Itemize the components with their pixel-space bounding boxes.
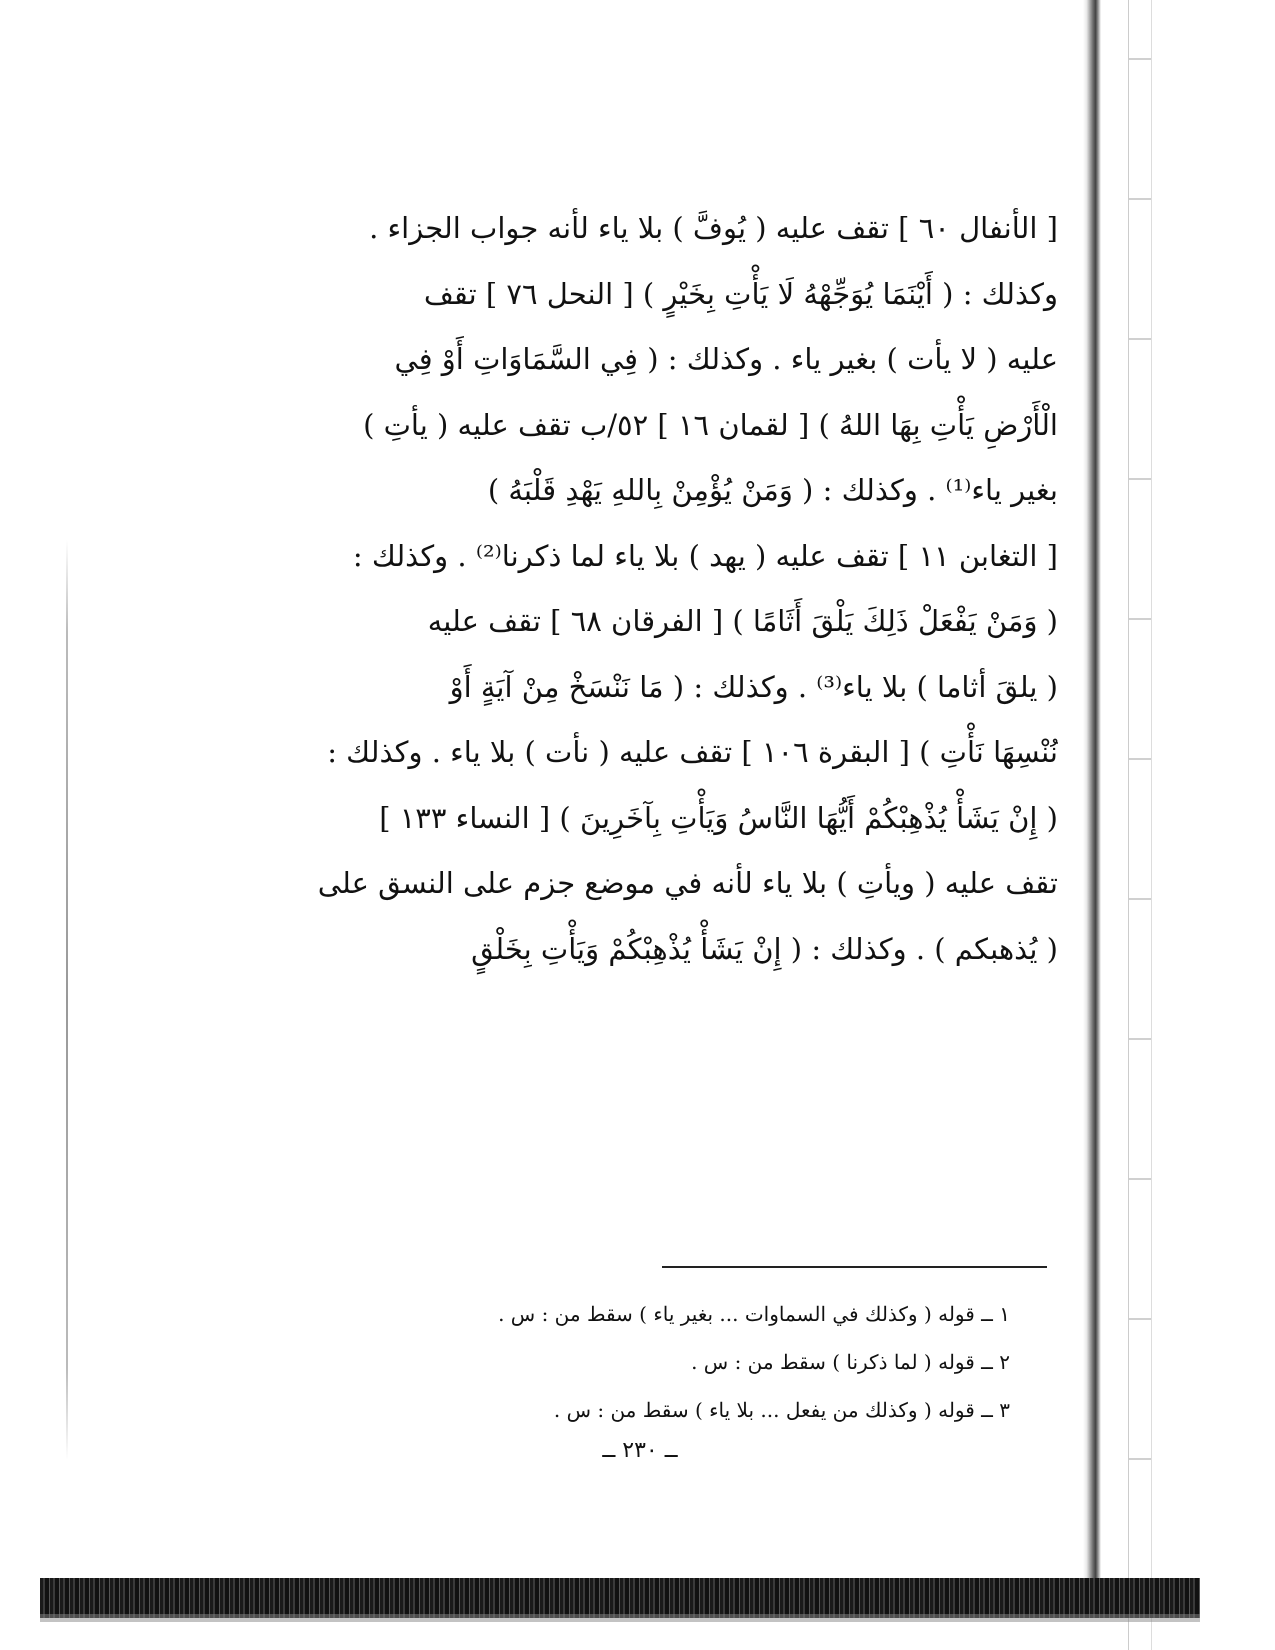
footnote-1: ١ ــ قوله ( وكذلك في السماوات ... بغير ياء ) سقط من : س . bbox=[498, 1302, 1010, 1326]
binding-shadow bbox=[1083, 0, 1101, 1580]
text-line: ( يُذهبكم ) . وكذلك : ( إِنْ يَشَأْ يُذْهِبْكُمْ وَيَأْتِ بِخَلْقٍ bbox=[471, 931, 1058, 966]
text-line: [ التغابن ١١ ] تقف عليه ( يهد ) بلا ياء لما ذكرنا⁽²⁾ . وكذلك : bbox=[352, 538, 1058, 573]
text-line: تقف عليه ( ويأتِ ) بلا ياء لأنه في موضع جزم على النسق على bbox=[317, 866, 1058, 900]
text-line: ( إِنْ يَشَأْ يُذْهِبْكُمْ أَيُّهَا النَّاسُ وَيَأْتِ بِآخَرِينَ ) [ النساء ١٣٣ ] bbox=[379, 800, 1058, 835]
text-line: بغير ياء⁽¹⁾ . وكذلك : ( وَمَنْ يُؤْمِنْ بِاللهِ يَهْدِ قَلْبَهُ ) bbox=[487, 473, 1058, 507]
body-text bbox=[258, 196, 1058, 982]
page-number: ــ ٢٣٠ ــ bbox=[602, 1438, 678, 1463]
footnote-2: ٢ ــ قوله ( لما ذكرنا ) سقط من : س . bbox=[691, 1350, 1010, 1374]
footnote-3: ٣ ــ قوله ( وكذلك من يفعل ... بلا ياء ) سقط من : س . bbox=[553, 1398, 1010, 1422]
page-edge-strip bbox=[1128, 0, 1152, 1650]
text-line: ( يلقَ أثاما ) بلا ياء⁽³⁾ . وكذلك : ( مَا نَنْسَخْ مِنْ آيَةٍ أَوْ bbox=[449, 669, 1058, 704]
footnotes bbox=[300, 1290, 1010, 1434]
text-line: ( وَمَنْ يَفْعَلْ ذَلِكَ يَلْقَ أَثَامًا ) [ الفرقان ٦٨ ] تقف عليه bbox=[427, 604, 1058, 638]
scan-bottom-band bbox=[40, 1578, 1200, 1618]
text-line: عليه ( لا يأت ) بغير ياء . وكذلك : ( فِي السَّمَاوَاتِ أَوْ فِي bbox=[394, 342, 1058, 376]
text-line: نُنْسِهَا نَأْتِ ) [ البقرة ١٠٦ ] تقف عليه ( نأت ) بلا ياء . وكذلك : bbox=[327, 735, 1058, 769]
scan-left-edge bbox=[66, 540, 68, 1460]
text-line: وكذلك : ( أَيْنَمَا يُوَجِّهْهُ لَا يَأْتِ بِخَيْرٍ ) [ النحل ٧٦ ] تقف bbox=[423, 276, 1058, 311]
text-line: الْأَرْضِ يَأْتِ بِهَا اللهُ ) [ لقمان ١٦ ] ٥٢/ب تقف عليه ( يأتِ ) bbox=[363, 407, 1058, 442]
text-line: [ الأنفال ٦٠ ] تقف عليه ( يُوفَّ ) بلا ياء لأنه جواب الجزاء . bbox=[369, 211, 1058, 245]
scan-bottom-band-edge bbox=[40, 1614, 1200, 1622]
footnote-separator bbox=[662, 1266, 1047, 1268]
